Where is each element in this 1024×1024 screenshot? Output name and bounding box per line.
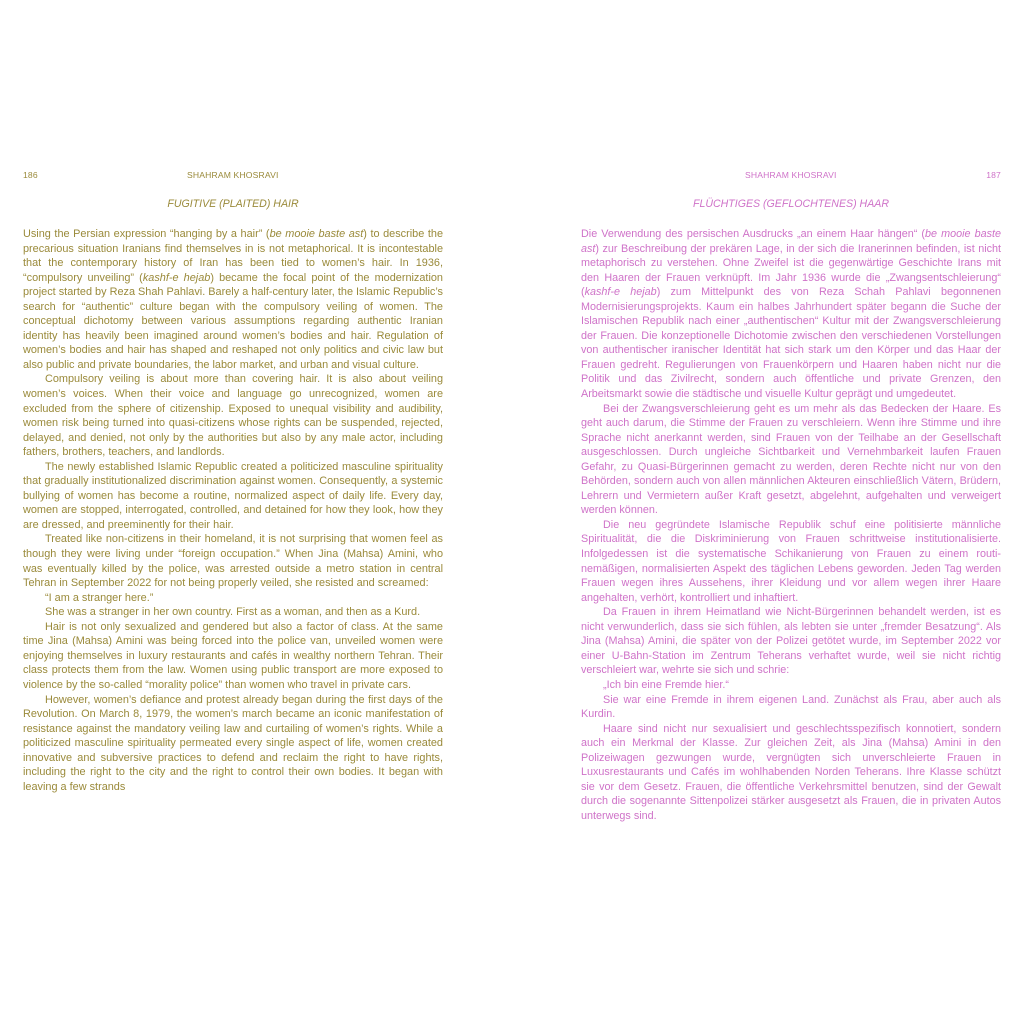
text-run: ) zur Beschreibung der prekären Lage, in der sich die Iranerinnen befinden, ist nicht metaphorisch zu verstehen. Ohne Zweifel ist die gegenwärtige Geschichte Irans mit den Haaren der Frauen verknüpft. Im Jahr 1936 wurde die „Zwangsentschleierung“ ( [581,242,1001,299]
text-run: “I am a stranger here.” [45,591,154,604]
paragraph [23,227,443,372]
paragraph [581,227,1001,402]
block-quote [23,591,443,606]
paragraph [23,460,443,533]
italic-term: be mooie baste ast [269,228,364,240]
text-run: Die neu gegründete Islamische Republik schuf eine politisierte männliche Spiritualität, die die Diskriminierung von Frauen schrittweise institutionalisierte. Infolgedessen ist die systematische Schikanierung von Frauen zu einem routinemäßigen, normalisierten Aspekt des täglichen Lebens geworden. Jeden Tag werden Frauen wegen ihres Aussehens, ihrer Kleidung und vor allem wegen ihrer Haare angehalten, verhört, kontrolliert und inhaftiert. [581,518,1001,604]
text-run: Sie war eine Fremde in ihrem eigenen Land. Zunächst als Frau, aber auch als Kurdin. [581,693,1001,721]
text-run: The newly established Islamic Republic created a politicized masculine spirituality that gradually institutionalized discrimination against women. Consequently, a systemic bullying of women has become a routine, normalized aspect of daily life. Every day, women are stopped, interrogated, controlled, and detained for how they look, how they are dressed, and preeminently for their hair. [23,460,443,531]
paragraph [581,605,1001,678]
paragraph [581,722,1001,824]
paragraph [23,372,443,459]
text-run: Hair is not only sexualized and gendered but also a factor of class. At the same time Jina (Mahsa) Amini was being forced into the police van, unveiled women were enjoying themselves in luxury restaurants and cafés in wealthy northern Tehran. Their class protects them from the law. Women using public transport are more exposed to violence by the so-called “morality police” than women who travel in private cars. [23,620,443,691]
chapter-title: FUGITIVE (PLAITED) HAIR [167,198,299,210]
text-run: Da Frauen in ihrem Heimatland wie Nicht-Bürgerinnen behandelt werden, ist es nicht verwunderlich, dass sie sich fühlen, als lebten sie unter „fremder Besatzung“. Als Jina (Mahsa) Amini, die später von der Polizei getötet wurde, im September 2022 vor einer U-Bahn-Station im Zentrum Teherans verhaftet wurde, weil sie nicht richtig verschleiert war, wehrte sie sich und schrie: [581,606,1001,677]
paragraph [23,693,443,795]
running-head [23,170,443,184]
text-run: Compulsory veiling is about more than covering hair. It is also about veiling women’s voices. When their voice and language go unrecognized, women are excluded from the sphere of citizenship. Exposed to unequal visibility and audibility, women risk being turned into quasi-citizens whose rights can be suspended, rejected, delayed, and denied, not only by the authorities but also by any male actor, including fathers, brothers, teachers, and landlords. [23,373,443,459]
block-quote [581,678,1001,693]
text-run: ) zum Mittelpunkt des von Reza Schah Pahlavi begonnenen Modernisierungsprojekts. Kaum ein halbes Jahrhundert später begann die Suche der Islamischen Republik nach einer „authentischen“ Kultur mit der Zwangsverschleierung der Frauen. Die konzeptionelle Dichotomie zwischen den verschiedenen Vorstellungen von authentischer iranischer Identität hat sich stark um den Körper und das Haar der Frauen gedreht. Regulierungen von Frauenkörpern und Haaren haben nicht nur die Politik und das Zivilrecht, sondern auch öffentliche und private Grenzen, den Arbeitsmarkt sowie die städtische und visuelle Kultur geprägt und umgedeutet. [581,286,1001,401]
running-head-author: SHAHRAM KHOSRAVI [187,170,279,180]
body-text [23,227,443,794]
text-run: ) to describe the precarious situation Iranians find themselves in is not metaphorical. It is incontestable that the contemporary history of Iran has been tied to women’s hair. In 1936, “compulsory unveiling” ( [23,228,443,284]
running-head [581,170,1001,184]
page-number: 186 [23,170,38,180]
page-number: 187 [986,170,1001,180]
text-run: Using the Persian expression “hanging by a hair” ( [23,228,270,240]
italic-term: kashf-e hejab [584,286,657,299]
italic-term: be mooie baste ast [581,228,1002,255]
chapter-title: FLÜCHTIGES (GEFLOCHTENES) HAAR [692,198,889,210]
body-text [581,227,1001,823]
paragraph [23,620,443,693]
paragraph [581,693,1001,722]
text-run: Treated like non-citizens in their homeland, it is not surprising that women feel as though they were living under “foreign occupation.” When Jina (Mahsa) Amini, who was eventually killed by the police, was arrested outside a metro station in central Tehran in September 2022 for not being properly veiled, she resisted and screamed: [23,533,443,590]
paragraph [23,605,443,620]
italic-term: kashf-e hejab [142,271,211,284]
running-head-author: SHAHRAM KHOSRAVI [745,170,837,180]
text-run: ) became the focal point of the modernization project started by Reza Shah Pahlavi. Barely a half-century later, the Islamic Republic’s search for “authentic” culture began with the compulsory veiling of women. The conceptual dichotomy between various assumptions regarding authentic Iranian identity has heavily been imagined around women’s bodies and hair. Regulation of women’s bodies and hair has shaped and reshaped not only politics and civic law but also public and private boundaries, the labor market, and urban and visual culture. [23,271,443,371]
text-run: Haare sind nicht nur sexualisiert und geschlechtsspezifisch konnotiert, sondern auch ein Merkmal der Klasse. Zur gleichen Zeit, als Jina (Mahsa) Amini in den Polizeiwagen gezwungen wurde, vergnügten sich unverschleierte Frauen in Luxusrestaurants und Cafés im wohlhabenden Norden Teherans. Ihre Klasse schützt sie vor dem Gesetz. Frauen, die öffentliche Verkehrsmittel benutzen, sind der Gewalt durch die sogenannte Sittenpolizei stärker ausgesetzt als Frauen, die in privaten Autos unterwegs sind. [581,722,1001,822]
text-run: „Ich bin eine Fremde hier.“ [603,678,730,691]
paragraph [581,518,1001,605]
paragraph [581,402,1001,518]
paragraph [23,532,443,590]
text-run: She was a stranger in her own country. First as a woman, and then as a Kurd. [45,606,421,619]
text-run: Bei der Zwangsverschleierung geht es um mehr als das Bedecken der Haare. Es geht auch darum, die Stimme der Frauen zu verschleiern. Wenn ihre Stimme und ihre Sprache nicht anerkannt werden, sind Frauen von der Teilhabe an der Gesellschaft ausgeschlossen. Durch ungleiche Sichtbarkeit und Vernehmbarkeit laufen Frauen Gefahr, zu Quasi-Bürgerinnen gemacht zu werden, deren Rechte nicht nur von den Behörden, sondern auch von allen männlichen Akteuren einschließlich Vätern, Brüdern, Lehrern und Vermietern außer Kraft gesetzt, abgelehnt, aufgehalten und verweigert werden können. [581,402,1001,517]
text-run: Die Verwendung des persischen Ausdrucks „an einem Haar hängen“ ( [581,228,926,240]
text-run: However, women’s defiance and protest already began during the first days of the Revolution. On March 8, 1979, the women’s march became an iconic manifestation of resistance against the mandatory veiling law and curtailing of women’s rights. While a politicized masculine spirituality permeated every single aspect of life, women created innovative and subversive practices to defend and reclaim the right to have rights, including the right to the city and the right to control their own bodies. It began with leaving a few strands [23,693,443,793]
